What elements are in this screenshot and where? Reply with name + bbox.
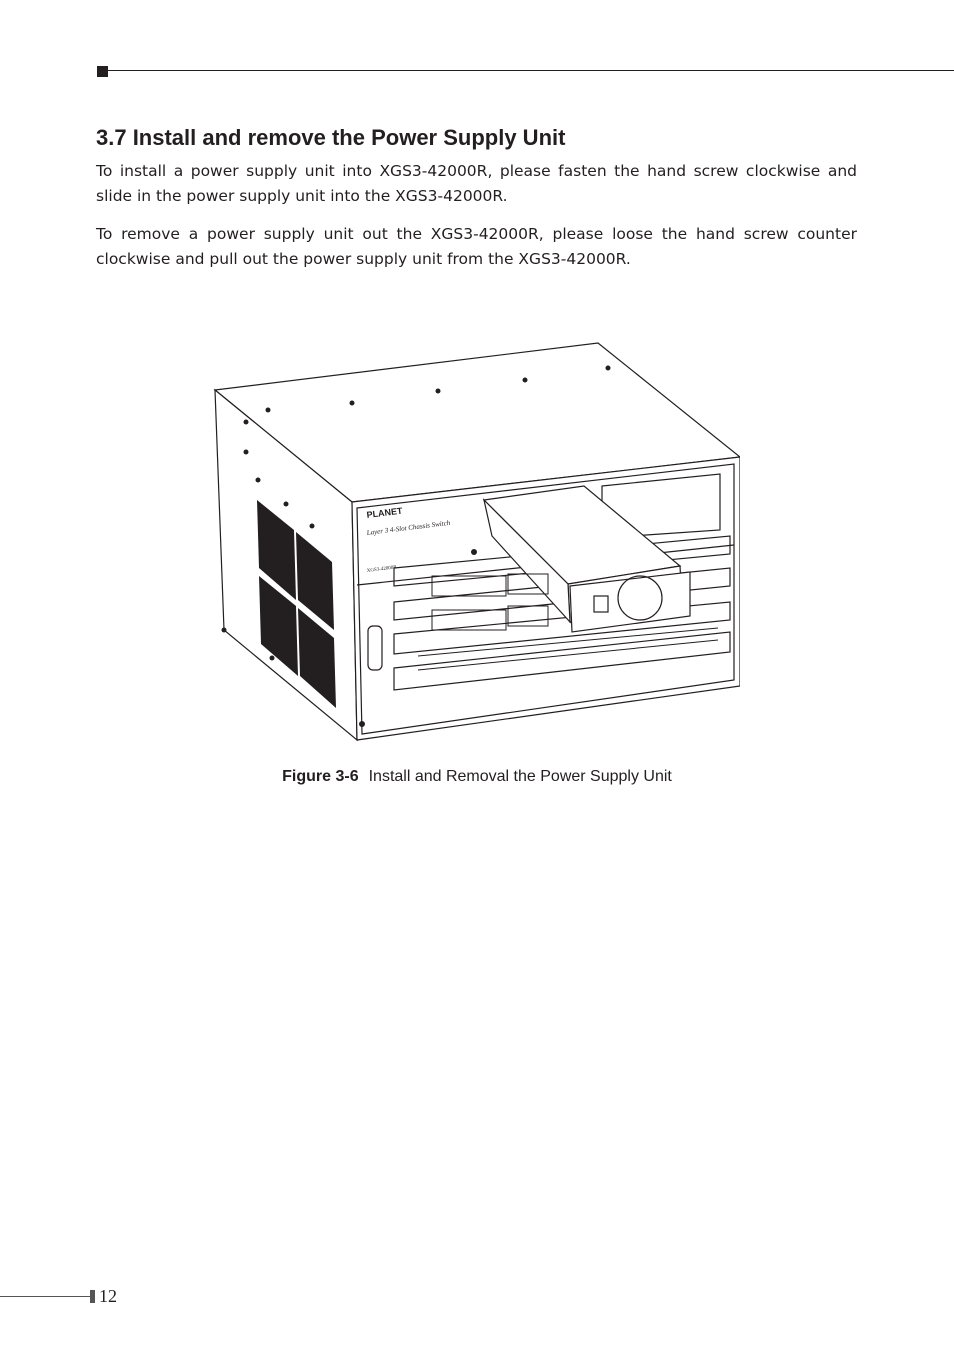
footer-marker (90, 1290, 95, 1303)
figure-caption-text: Install and Removal the Power Supply Unit (368, 768, 672, 785)
footer-rule (0, 1296, 90, 1297)
header-rule (108, 70, 954, 71)
page-number: 12 (99, 1286, 117, 1306)
install-paragraph: To install a power supply unit into XGS3-42000R, please fasten the hand screw clockwise and slide in the power supply unit into the XGS3-42000R. (96, 162, 857, 205)
figure-caption (0, 766, 954, 788)
product-line-label: Layer 3 4-Slot Chassis Switch (366, 518, 451, 537)
model-label: XGS3-42000R (366, 565, 398, 574)
chassis-psu-illustration (212, 340, 740, 742)
brand-label: PLANET (366, 505, 403, 520)
figure-caption-number: Figure 3-6 (282, 768, 359, 785)
section-heading: 3.7 Install and remove the Power Supply Unit (96, 125, 566, 150)
remove-paragraph: To remove a power supply unit out the XGS3-42000R, please loose the hand screw counter clockwise and pull out the power supply unit from the XGS3-42000R. (96, 225, 857, 268)
header-square-marker (97, 66, 108, 77)
